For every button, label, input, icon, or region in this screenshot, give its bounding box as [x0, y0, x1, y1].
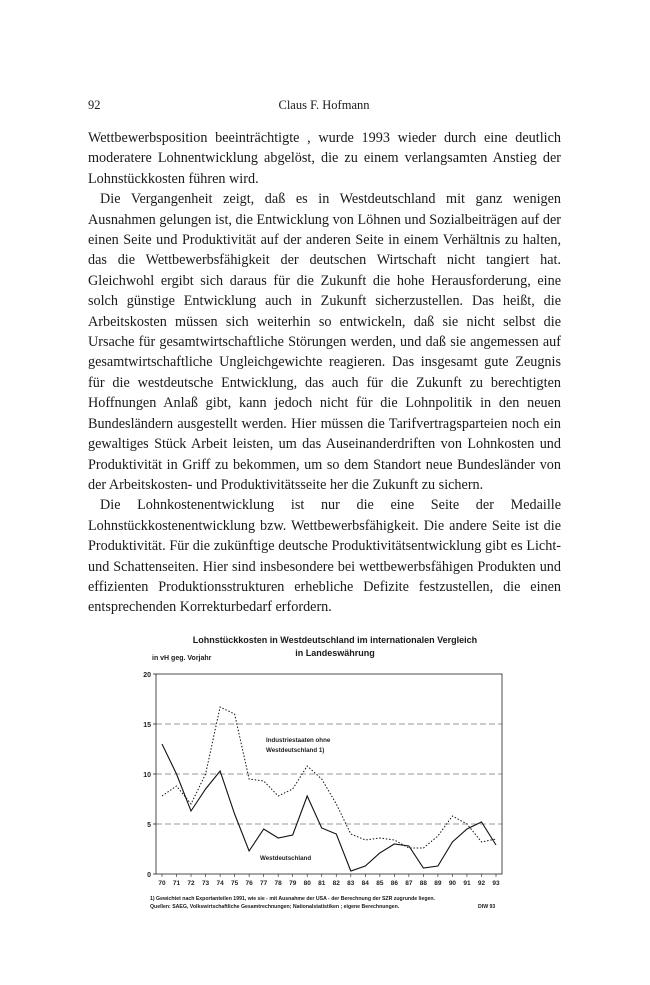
y-tick-label: 20 [143, 672, 151, 679]
x-tick-label: 85 [376, 880, 384, 887]
paragraph: Wettbewerbsposition beeinträchtigte , wurde 1993 wieder durch eine deutlich moderatere Lohnentwicklung abgelöst, die zu einem verlangsamten Anstieg der Lohnstückkosten führen wird. [88, 130, 561, 187]
x-tick-label: 93 [492, 880, 500, 887]
paragraph: Die Vergangenheit zeigt, daß es in Westdeutschland mit ganz wenigen Ausnahmen gelungen ist, die Entwicklung von Löhnen und Sozialbeiträgen auf der einen Seite und Produktivität auf der anderen Seite in einem Verhältnis zu halten, das die Wettbewerbsfähigkeit der deutschen Wirtschaft nicht tangiert hat. Gleichwohl ergibt sich daraus für die Zukunft die hohe Herausforderung, eine solch günstige Entwicklung auch in Zukunft sicherzustellen. Das heißt, die Arbeitskosten müssen sich weiterhin so entwickeln, daß sie nicht selbst die Ursache für gesamtwirtschaftliche Störungen werden, und daß sie angemessen auf gesamtwirtschaftliche Ungleichgewichte reagieren. Das insgesamt gute Zeugnis für die westdeutsche Entwicklung, das auch für die Zukunft zu berechtigten Hoffnungen Anlaß gibt, kann jedoch nicht für die Lohnpolitik in den neuen Bundesländern ausgestellt werden. Hier müssen die Tarifvertragsparteien noch ein gewaltiges Stück Arbeit leisten, um das Auseinanderdriften von Lohnkosten und Produktivität in Griff zu bekommen, um so dem Standort neue Bundesländer von der Arbeitskosten- und Produktivitätsseite her die Zukunft zu sichern. [88, 191, 561, 493]
x-tick-label: 91 [463, 880, 471, 887]
x-tick-label: 90 [448, 880, 457, 887]
chart-subtitle: in Landeswährung [295, 648, 375, 658]
x-tick-label: 83 [347, 880, 355, 887]
x-tick-label: 71 [172, 880, 181, 887]
x-tick-label: 70 [158, 880, 166, 887]
x-tick-label: 78 [274, 880, 282, 887]
x-tick-label: 81 [318, 880, 326, 887]
series-line-westdeutschland [162, 744, 496, 871]
series-label-industriestaaten: Industriestaaten ohne Westdeutschland 1) [266, 737, 331, 754]
x-tick-label: 87 [405, 880, 413, 887]
x-tick-label: 86 [390, 880, 398, 887]
y-tick-label: 15 [143, 722, 151, 729]
x-tick-label: 76 [245, 880, 253, 887]
chart-source: Quellen: SAEG, Volkswirtschaftliche Gesamtrechnungen; Nationalstatistiken ; eigene Berechnungen. [150, 904, 400, 910]
x-tick-label: 88 [419, 880, 428, 887]
series-label-westdeutschland: Westdeutschland [260, 855, 312, 862]
x-tick-label: 79 [289, 880, 297, 887]
running-head: Claus F. Hofmann [278, 98, 370, 112]
y-tick-label: 10 [143, 772, 151, 779]
line-chart [110, 634, 570, 964]
x-tick-label: 73 [201, 880, 210, 887]
chart-title: Lohnstückkosten in Westdeutschland im internationalen Vergleich [192, 635, 478, 645]
x-tick-label: 84 [361, 880, 369, 887]
y-tick-label: 0 [147, 872, 151, 879]
x-tick-label: 89 [434, 880, 442, 887]
x-tick-label: 82 [332, 880, 340, 887]
page-number: 92 [88, 98, 101, 112]
chart-credit: DIW 93 [478, 904, 496, 910]
x-tick-label: 72 [187, 880, 195, 887]
chart-figure [110, 634, 570, 964]
x-tick-label: 74 [216, 880, 224, 887]
paragraph: Die Lohnkostenentwicklung ist nur die eine Seite der Medaille Lohnstückkostenentwicklung bzw. Wettbewerbsfähigkeit. Die andere Seite ist die Produktivität. Für die zukünftige deutsche Produktivitätsentwicklung gibt es Licht- und Schattenseiten. Hier sind insbesondere bei wettbewerbsfähigen Produkten und effizienten Produktionsstrukturen erhebliche Defizite festzustellen, die einen entsprechenden Korrekturbedarf erfordern. [88, 497, 561, 616]
series-line-industriestaaten [162, 707, 496, 848]
x-tick-label: 92 [477, 880, 486, 887]
body-text [88, 128, 561, 618]
x-tick-label: 75 [230, 880, 239, 887]
x-tick-label: 80 [303, 880, 311, 887]
y-tick-label: 5 [147, 822, 151, 829]
chart-footnote: 1) Gewichtet nach Exportanteilen 1991, wie sie - mit Ausnahme der USA - der Berechnung der SZR zugrunde liegen. [150, 896, 435, 902]
chart-y-axis-label: in vH geg. Vorjahr [152, 655, 212, 662]
x-tick-label: 77 [260, 880, 268, 887]
